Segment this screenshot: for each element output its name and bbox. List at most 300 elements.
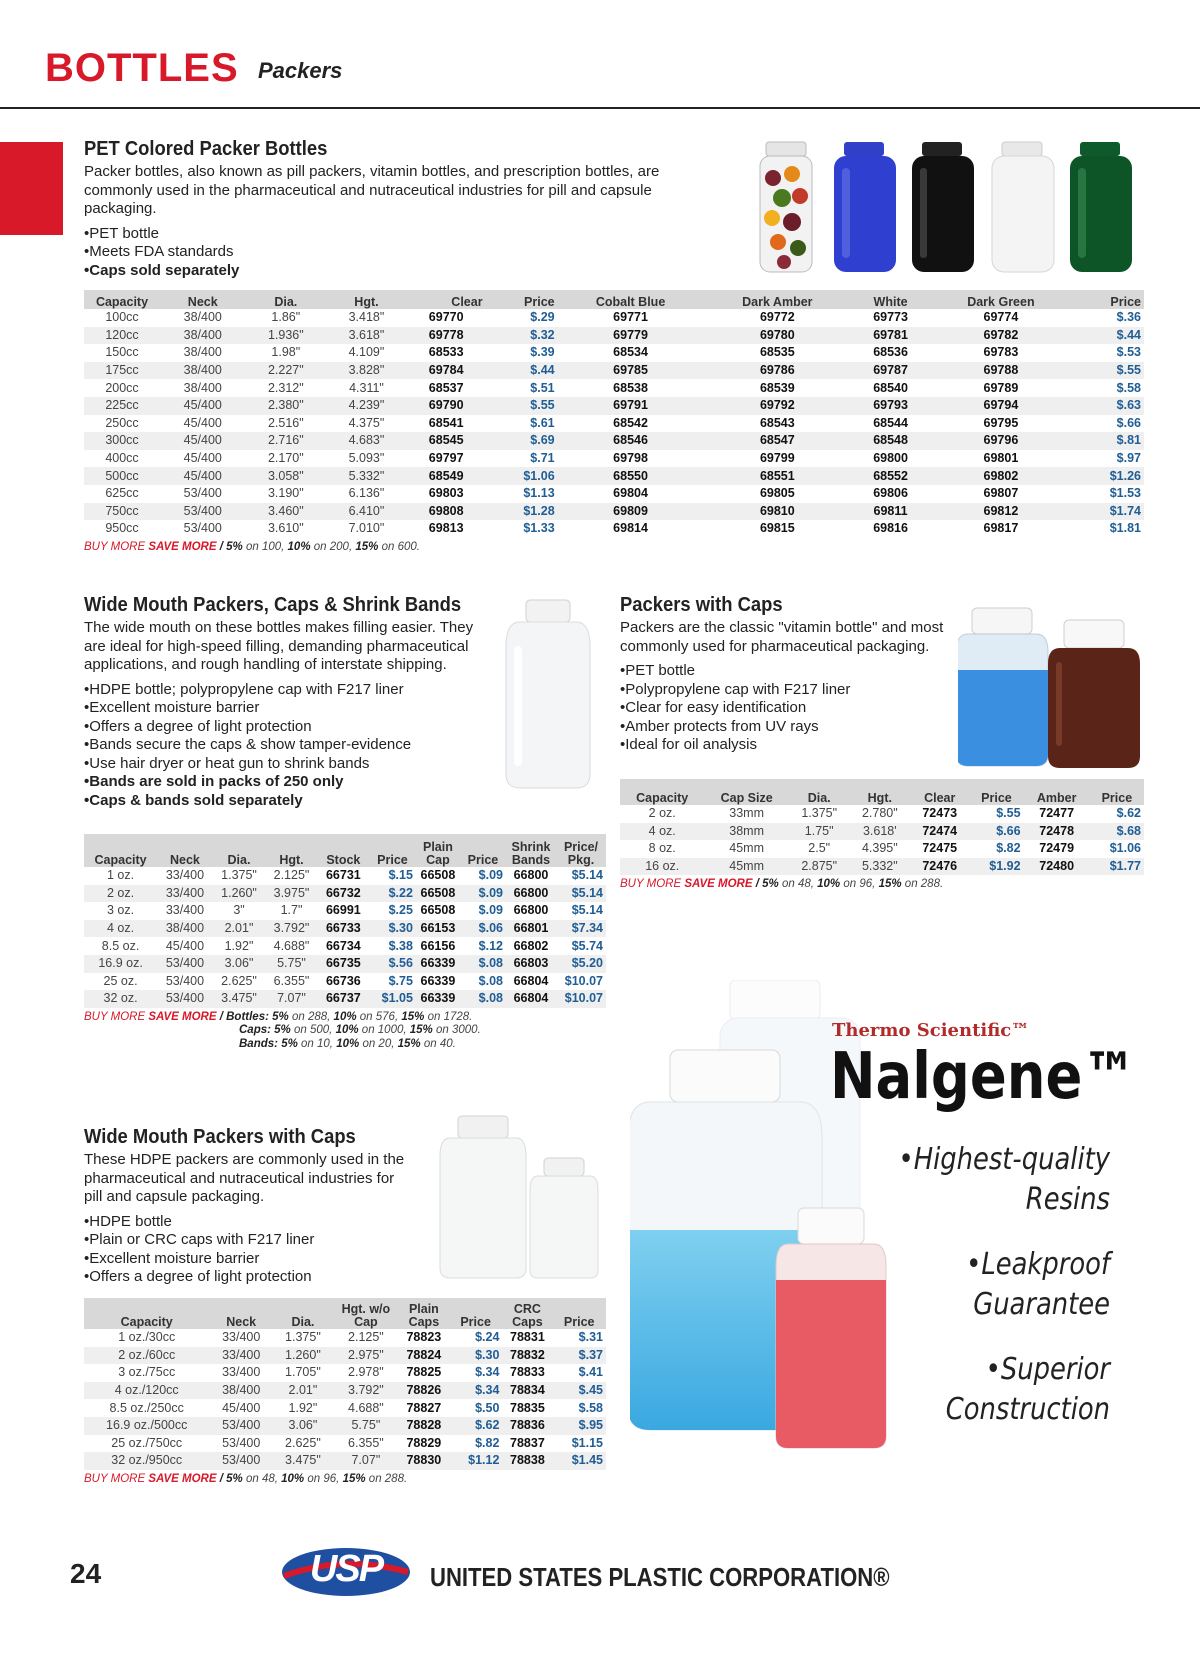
table-cell: 66800 bbox=[513, 903, 549, 918]
wide-mouth-rows bbox=[84, 867, 606, 1008]
table-row bbox=[84, 485, 1144, 503]
discount-qty: on 48, bbox=[781, 878, 814, 891]
table-cell: $.09 bbox=[478, 868, 503, 883]
hdpe-wide-mouth-description: These HDPE packers are commonly used in the pharmaceutical and nutraceutical industries for pill and capsule packaging. bbox=[84, 1151, 405, 1205]
col-header: Clear bbox=[910, 779, 969, 805]
table-cell: 8 oz. bbox=[648, 841, 676, 856]
table-cell: 45/400 bbox=[160, 432, 246, 450]
table-cell: 72476 bbox=[910, 858, 969, 876]
buy-more-label: BUY MORE bbox=[84, 1010, 146, 1023]
clear-amber-bottles-image bbox=[958, 600, 1144, 772]
hdpe-wide-mouth-rows bbox=[84, 1329, 606, 1470]
table-cell: 69781 bbox=[851, 327, 930, 345]
table-cell: 2.227" bbox=[246, 362, 327, 380]
col-header: Price bbox=[552, 1298, 606, 1329]
table-cell: 68533 bbox=[428, 345, 464, 360]
packers-with-caps-bullets bbox=[620, 662, 950, 755]
table-row bbox=[84, 1399, 606, 1417]
table-cell: 69816 bbox=[873, 521, 908, 536]
save-more-note bbox=[620, 878, 1144, 890]
bullet: • Excellent moisture barrier bbox=[84, 699, 484, 718]
table-cell: 3.828" bbox=[326, 362, 407, 380]
table-cell: 66731 bbox=[325, 868, 361, 883]
table-cell: 2.625" bbox=[285, 1435, 321, 1450]
col-header: Dia. bbox=[246, 290, 327, 309]
table-cell: 69817 bbox=[983, 521, 1019, 536]
table-cell: 69789 bbox=[983, 380, 1019, 395]
table-cell: 69773 bbox=[873, 310, 908, 325]
table-cell: $.06 bbox=[460, 920, 506, 938]
table-cell: 69794 bbox=[930, 397, 1072, 415]
table-cell: 3.475" bbox=[273, 1452, 333, 1470]
table-cell: 38/400 bbox=[160, 362, 246, 380]
discount: 5% bbox=[272, 1010, 289, 1023]
table-cell: 66800 bbox=[513, 868, 549, 883]
discount-qty: on 600. bbox=[381, 540, 420, 553]
table-cell: 45/400 bbox=[165, 938, 205, 953]
table-cell: 68544 bbox=[873, 415, 908, 430]
table-cell: $.75 bbox=[388, 973, 413, 988]
table-cell: 68535 bbox=[759, 345, 795, 360]
table-cell: 33/400 bbox=[222, 1365, 261, 1380]
table-cell: $.95 bbox=[552, 1417, 606, 1435]
table-cell: 200cc bbox=[105, 380, 139, 395]
table-cell: 69811 bbox=[851, 503, 930, 521]
table-cell: 38/400 bbox=[183, 380, 222, 395]
table-cell: $.39 bbox=[530, 345, 555, 360]
large-white-packer bbox=[440, 1116, 526, 1278]
col-header: Hgt. bbox=[850, 779, 911, 805]
table-row bbox=[84, 1364, 606, 1382]
wide-mouth-table-wrap bbox=[84, 834, 606, 1051]
table-cell: 68549 bbox=[407, 467, 486, 485]
table-cell: 2.975" bbox=[333, 1347, 399, 1365]
table-cell: 68550 bbox=[558, 467, 704, 485]
table-cell: 66153 bbox=[416, 920, 460, 938]
table-cell: 1 oz./30cc bbox=[118, 1330, 176, 1345]
table-cell: 1 oz. bbox=[107, 868, 135, 883]
buy-more-label: BUY MORE bbox=[84, 540, 146, 553]
table-cell: 78835 bbox=[510, 1400, 545, 1415]
col-header: CRC Caps bbox=[502, 1298, 552, 1329]
nalgene-point: •Superior bbox=[985, 1352, 1110, 1387]
discount: 15% bbox=[342, 1472, 366, 1485]
save-more-label: SAVE MORE bbox=[684, 878, 753, 891]
company-name: UNITED STATES PLASTIC CORPORATION® bbox=[430, 1562, 890, 1592]
table-row bbox=[84, 432, 1144, 450]
bullet: • HDPE bottle; polypropylene cap with F217 liner bbox=[84, 681, 484, 700]
nalgene-point: Resins bbox=[1025, 1182, 1110, 1217]
bullet: • Plain or CRC caps with F217 liner bbox=[84, 1231, 414, 1250]
table-cell: $.55 bbox=[1072, 362, 1144, 380]
bullet: • Clear for easy identification bbox=[620, 699, 950, 718]
table-cell: 25 oz. bbox=[103, 973, 138, 988]
col-header: Neck bbox=[160, 290, 246, 309]
table-cell: 68545 bbox=[407, 432, 486, 450]
table-cell: $1.15 bbox=[571, 1435, 603, 1450]
table-row bbox=[84, 309, 1144, 327]
table-cell: 6.355" bbox=[348, 1435, 384, 1450]
table-cell: 8.5 oz. bbox=[101, 938, 140, 953]
table-cell: 69801 bbox=[983, 451, 1019, 466]
table-cell: 78833 bbox=[510, 1365, 545, 1380]
table-cell: 5.75" bbox=[333, 1417, 399, 1435]
save-slash: / bbox=[755, 878, 759, 891]
table-cell: $.25 bbox=[388, 903, 413, 918]
wide-mouth-description: The wide mouth on these bottles makes filling easier. They are ideal for high-speed filling, demanding pharmaceutical applications, and rough handling of interstate shipping. bbox=[84, 619, 474, 673]
save-slash: / bbox=[219, 540, 223, 553]
table-cell: 225cc bbox=[84, 397, 160, 415]
save-more-label: SAVE MORE bbox=[148, 540, 217, 553]
table-cell: 69772 bbox=[759, 310, 795, 325]
table-cell: 33/400 bbox=[165, 868, 205, 883]
table-cell: 6.355" bbox=[273, 973, 310, 988]
table-row bbox=[84, 902, 606, 920]
table-cell: 3.460" bbox=[246, 503, 327, 521]
discount-qty: on 200, bbox=[313, 540, 353, 553]
discount: 5% bbox=[762, 878, 779, 891]
nalgene-point: •Highest-quality bbox=[898, 1142, 1110, 1177]
table-cell: $.30 bbox=[369, 920, 416, 938]
table-cell: 38/400 bbox=[209, 1382, 273, 1400]
table-cell: 53/400 bbox=[160, 503, 246, 521]
discount-qty: on 20, bbox=[362, 1037, 395, 1050]
table-cell: 120cc bbox=[84, 327, 160, 345]
table-cell: 1.86" bbox=[271, 310, 301, 325]
table-cell: 69771 bbox=[613, 310, 648, 325]
table-cell: 68546 bbox=[558, 432, 704, 450]
col-header: Price bbox=[486, 290, 558, 309]
discount-qty: on 10, bbox=[301, 1037, 333, 1050]
table-cell: $.55 bbox=[996, 806, 1021, 821]
table-cell: 33/400 bbox=[209, 1347, 273, 1365]
table-cell: $.38 bbox=[388, 938, 413, 953]
col-header: Plain Caps bbox=[399, 1298, 449, 1329]
bullet: • Caps sold separately bbox=[84, 262, 714, 281]
table-cell: 175cc bbox=[84, 362, 160, 380]
table-cell: 69799 bbox=[759, 451, 795, 466]
table-row bbox=[84, 1329, 606, 1347]
red-tab bbox=[0, 142, 63, 235]
table-cell: 68534 bbox=[613, 345, 648, 360]
table-cell: 69812 bbox=[930, 503, 1072, 521]
table-cell: 33mm bbox=[729, 806, 765, 821]
table-cell: 300cc bbox=[84, 432, 160, 450]
table-cell: 72480 bbox=[1024, 858, 1090, 876]
table-cell: 7.010" bbox=[348, 521, 385, 536]
table-cell: 69791 bbox=[558, 397, 704, 415]
table-cell: 4.311" bbox=[349, 380, 384, 395]
table-row bbox=[84, 327, 1144, 345]
save-more-note bbox=[84, 541, 1144, 553]
table-cell: 4.683" bbox=[326, 432, 407, 450]
discount: 10% bbox=[817, 878, 841, 891]
table-cell: 69804 bbox=[613, 486, 648, 501]
packers-with-caps-table-wrap bbox=[620, 779, 1144, 890]
wide-mouth-intro bbox=[84, 594, 484, 810]
table-row bbox=[84, 990, 606, 1008]
table-cell: $.37 bbox=[552, 1347, 606, 1365]
table-cell: 69778 bbox=[407, 327, 486, 345]
table-cell: $5.14 bbox=[571, 868, 603, 883]
nalgene-points bbox=[810, 1140, 1110, 1430]
pet-packer-table-wrap bbox=[84, 290, 1144, 553]
col-header: White bbox=[851, 290, 930, 309]
table-cell: $.71 bbox=[530, 451, 555, 466]
bullet: • HDPE bottle bbox=[84, 1213, 414, 1232]
col-header: Price bbox=[1090, 779, 1144, 805]
table-cell: 2.380" bbox=[246, 397, 327, 415]
table-cell: $1.06 bbox=[486, 467, 558, 485]
discount: 10% bbox=[335, 1024, 359, 1037]
col-header: Price bbox=[449, 1298, 503, 1329]
discount: 10% bbox=[336, 1037, 360, 1050]
header-rule bbox=[0, 107, 1200, 109]
table-cell: 150cc bbox=[105, 345, 139, 360]
col-header: Neck bbox=[209, 1298, 273, 1329]
table-cell: 68536 bbox=[873, 345, 908, 360]
table-row bbox=[84, 937, 606, 955]
packers-with-caps-title: Packers with Caps bbox=[620, 594, 783, 616]
table-cell: $.24 bbox=[475, 1330, 500, 1345]
table-cell: 53/400 bbox=[222, 1435, 261, 1450]
black-bottle bbox=[912, 142, 974, 272]
table-cell: 66734 bbox=[325, 938, 361, 953]
table-cell: 1.375" bbox=[221, 868, 257, 883]
table-cell: 69806 bbox=[873, 486, 908, 501]
bullet: • Bands are sold in packs of 250 only bbox=[84, 773, 484, 792]
wide-mouth-bullets bbox=[84, 681, 484, 811]
small-white-packer bbox=[530, 1158, 598, 1278]
table-cell: 78826 bbox=[399, 1382, 449, 1400]
col-header: Hgt. bbox=[265, 834, 317, 867]
table-cell: 3.06" bbox=[273, 1417, 333, 1435]
table-cell: 66508 bbox=[416, 885, 460, 903]
table-cell: 68542 bbox=[613, 415, 648, 430]
discount-label: Bands: bbox=[239, 1037, 278, 1050]
packers-with-caps-table bbox=[620, 779, 1144, 875]
table-cell: $1.81 bbox=[1109, 521, 1141, 536]
table-cell: 53/400 bbox=[165, 973, 205, 988]
table-cell: 750cc bbox=[84, 503, 160, 521]
col-header: Price bbox=[460, 834, 506, 867]
table-cell: 45/400 bbox=[160, 467, 246, 485]
table-cell: $.82 bbox=[475, 1435, 500, 1450]
table-cell: 1.705" bbox=[285, 1365, 321, 1380]
table-cell: 16 oz. bbox=[620, 858, 704, 876]
hdpe-wide-mouth-table-wrap bbox=[84, 1298, 606, 1485]
table-cell: 3.792" bbox=[333, 1382, 399, 1400]
table-cell: $7.34 bbox=[556, 920, 606, 938]
table-cell: 38/400 bbox=[183, 345, 222, 360]
table-cell: 72477 bbox=[1039, 806, 1075, 821]
table-cell: 69783 bbox=[983, 345, 1019, 360]
table-cell: 7.07" bbox=[265, 990, 317, 1008]
hdpe-wide-mouth-table bbox=[84, 1298, 606, 1470]
save-more-note bbox=[84, 1011, 606, 1052]
table-row bbox=[620, 858, 1144, 876]
table-cell: 45/400 bbox=[183, 415, 222, 430]
table-row bbox=[84, 520, 1144, 538]
table-row bbox=[84, 362, 1144, 380]
table-cell: 69790 bbox=[407, 397, 486, 415]
table-cell: $.36 bbox=[1116, 310, 1141, 325]
wide-mouth-title: Wide Mouth Packers, Caps & Shrink Bands bbox=[84, 594, 462, 616]
col-header: Cap Size bbox=[704, 779, 788, 805]
table-cell: 38/400 bbox=[157, 920, 213, 938]
table-cell: 69780 bbox=[703, 327, 851, 345]
table-cell: 78827 bbox=[406, 1400, 442, 1415]
table-cell: $.81 bbox=[1072, 432, 1144, 450]
table-cell: 4 oz. bbox=[84, 920, 157, 938]
table-row bbox=[84, 1347, 606, 1365]
table-cell: 66508 bbox=[420, 868, 456, 883]
table-cell: 2.125" bbox=[348, 1330, 384, 1345]
table-cell: 69809 bbox=[558, 503, 704, 521]
bullet: • Meets FDA standards bbox=[84, 243, 714, 262]
table-cell: 2.780" bbox=[861, 806, 898, 821]
table-cell: 3 oz. bbox=[107, 903, 135, 918]
discount: 10% bbox=[287, 540, 311, 553]
col-header: Capacity bbox=[620, 779, 704, 805]
table-row bbox=[84, 1435, 606, 1453]
bullet: • Amber protects from UV rays bbox=[620, 718, 950, 737]
table-cell: 68547 bbox=[703, 432, 851, 450]
packers-with-caps-description: Packers are the classic "vitamin bottle" and most commonly used for pharmaceutical packaging. bbox=[620, 619, 944, 655]
table-cell: $.50 bbox=[475, 1400, 500, 1415]
table-cell: 2.5" bbox=[808, 841, 831, 856]
col-header: Capacity bbox=[84, 290, 160, 309]
discount: 10% bbox=[281, 1472, 305, 1485]
table-cell: 2.125" bbox=[273, 868, 310, 883]
wide-mouth-table bbox=[84, 834, 606, 1008]
table-cell: 950cc bbox=[105, 521, 139, 536]
hdpe-wide-mouth-intro bbox=[84, 1126, 414, 1287]
table-cell: 68551 bbox=[703, 467, 851, 485]
table-row bbox=[84, 955, 606, 973]
discount-qty: on 100, bbox=[245, 540, 285, 553]
table-cell: 38/400 bbox=[183, 310, 222, 325]
table-cell: 78825 bbox=[406, 1365, 442, 1380]
table-cell: 2.875" bbox=[789, 858, 850, 876]
table-cell: 3.06" bbox=[213, 955, 265, 973]
table-cell: 5.332" bbox=[326, 467, 407, 485]
table-cell: $.15 bbox=[388, 868, 413, 883]
table-cell: 45mm bbox=[704, 858, 788, 876]
col-header: Stock bbox=[318, 834, 369, 867]
table-cell: 16.9 oz./500cc bbox=[84, 1417, 209, 1435]
discount: 5% bbox=[281, 1037, 298, 1050]
table-cell: 69807 bbox=[983, 486, 1019, 501]
table-cell: 3.190" bbox=[267, 486, 304, 501]
table-cell: $5.14 bbox=[571, 903, 603, 918]
table-cell: 45/400 bbox=[183, 451, 222, 466]
table-cell: 33/400 bbox=[157, 885, 213, 903]
hdpe-wide-mouth-bullets bbox=[84, 1213, 414, 1287]
table-cell: 69787 bbox=[851, 362, 930, 380]
discount-qty: on 1000, bbox=[361, 1024, 407, 1037]
table-cell: $.32 bbox=[486, 327, 558, 345]
table-cell: $1.12 bbox=[449, 1452, 503, 1470]
table-cell: 4 oz. bbox=[620, 823, 704, 841]
table-cell: 45/400 bbox=[160, 397, 246, 415]
table-cell: 3.058" bbox=[246, 467, 327, 485]
table-cell: $.34 bbox=[475, 1365, 500, 1380]
table-cell: $.56 bbox=[369, 955, 416, 973]
table-cell: $.22 bbox=[369, 885, 416, 903]
table-cell: 66733 bbox=[318, 920, 369, 938]
table-cell: $.66 bbox=[969, 823, 1023, 841]
table-cell: 69784 bbox=[407, 362, 486, 380]
table-cell: 69788 bbox=[930, 362, 1072, 380]
table-cell: $1.53 bbox=[1109, 486, 1141, 501]
table-cell: 69792 bbox=[703, 397, 851, 415]
col-header: Amber bbox=[1024, 779, 1090, 805]
clear-bottle-with-gummies bbox=[760, 142, 812, 272]
table-cell: 66736 bbox=[325, 973, 361, 988]
table-row bbox=[84, 397, 1144, 415]
nalgene-point: •Leakproof bbox=[966, 1247, 1110, 1282]
bullet: • PET bottle bbox=[620, 662, 950, 681]
table-cell: $.53 bbox=[1116, 345, 1141, 360]
table-cell: 66803 bbox=[506, 955, 556, 973]
discount: 15% bbox=[409, 1024, 433, 1037]
table-cell: $.41 bbox=[578, 1365, 603, 1380]
discount: 5% bbox=[274, 1024, 291, 1037]
col-header: Price/ Pkg. bbox=[556, 834, 606, 867]
col-header: Cobalt Blue bbox=[558, 290, 704, 309]
col-header: Dia. bbox=[213, 834, 265, 867]
table-cell: 68539 bbox=[759, 380, 795, 395]
table-cell: 38mm bbox=[704, 823, 788, 841]
table-cell: 69782 bbox=[930, 327, 1072, 345]
page-number: 24 bbox=[70, 1558, 102, 1589]
table-cell: 400cc bbox=[105, 451, 139, 466]
table-cell: $.44 bbox=[486, 362, 558, 380]
table-cell: $1.26 bbox=[1072, 467, 1144, 485]
table-row bbox=[620, 805, 1144, 823]
clear-bottle-blue-liquid bbox=[958, 608, 1048, 766]
col-header: Hgt. bbox=[326, 290, 407, 309]
discount: 10% bbox=[333, 1010, 357, 1023]
table-cell: 68552 bbox=[851, 467, 930, 485]
discount-qty: on 576, bbox=[359, 1010, 399, 1023]
table-cell: 1.375" bbox=[801, 806, 838, 821]
table-cell: $1.92 bbox=[969, 858, 1023, 876]
table-cell: 78837 bbox=[510, 1435, 545, 1450]
table-cell: 78824 bbox=[399, 1347, 449, 1365]
table-cell: 3.418" bbox=[348, 310, 385, 325]
table-cell: 66339 bbox=[416, 990, 460, 1008]
table-cell: 72475 bbox=[922, 841, 958, 856]
table-cell: $1.74 bbox=[1072, 503, 1144, 521]
table-cell: $5.14 bbox=[556, 885, 606, 903]
col-header: Price bbox=[969, 779, 1023, 805]
table-cell: $.09 bbox=[460, 885, 506, 903]
table-cell: $.08 bbox=[460, 955, 506, 973]
table-cell: 2.625" bbox=[221, 973, 257, 988]
table-cell: 53/400 bbox=[183, 521, 222, 536]
table-cell: 69770 bbox=[428, 310, 464, 325]
table-cell: $.31 bbox=[578, 1330, 603, 1345]
table-cell: 1.375" bbox=[285, 1330, 321, 1345]
discount: 15% bbox=[397, 1037, 421, 1050]
table-cell: $.08 bbox=[478, 973, 503, 988]
table-cell: 72474 bbox=[910, 823, 969, 841]
table-row bbox=[620, 823, 1144, 841]
table-cell: 3" bbox=[233, 903, 245, 918]
save-more-label: SAVE MORE bbox=[148, 1472, 217, 1485]
